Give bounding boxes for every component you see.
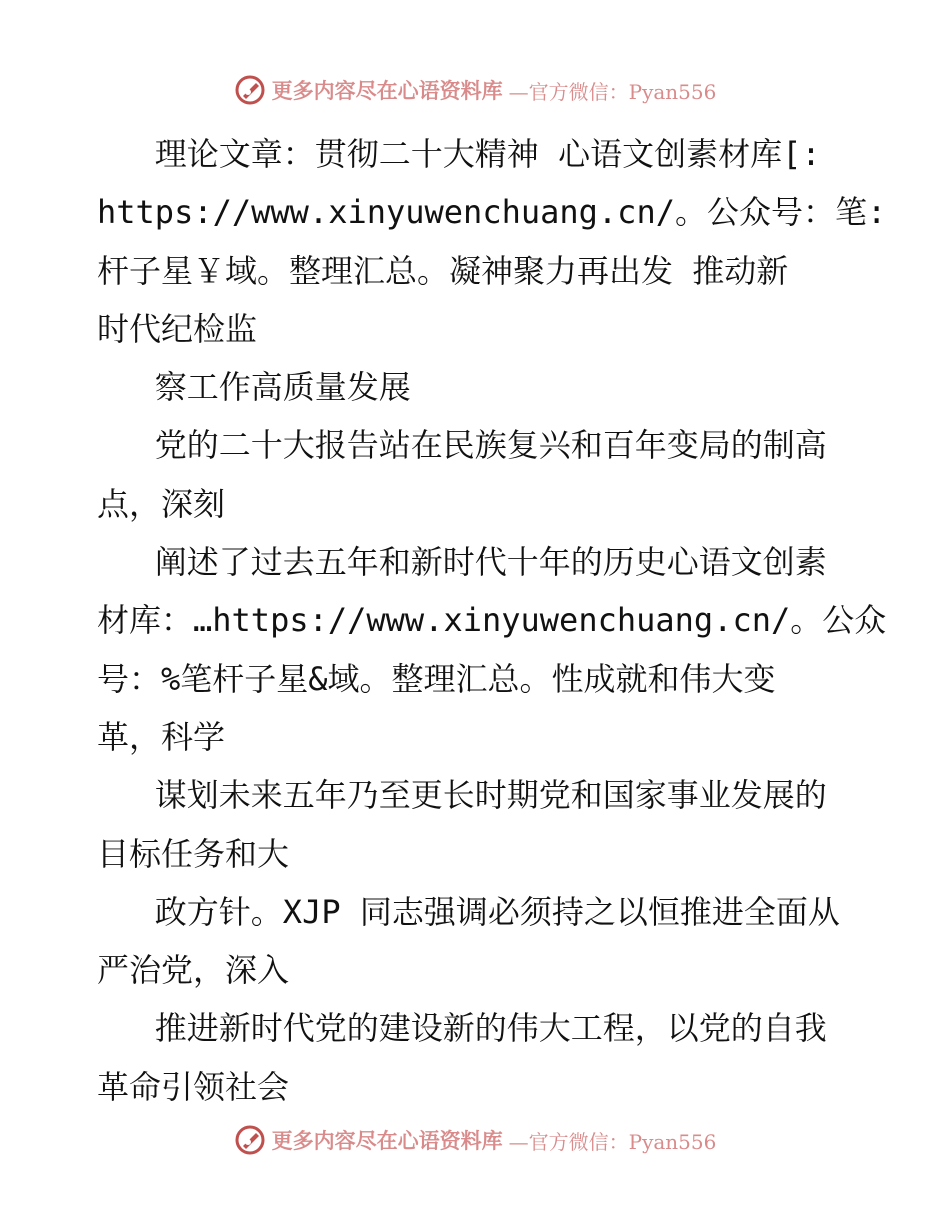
text-line: 杆子星￥域。整理汇总。凝神聚力再出发 推动新 [97,251,789,290]
logo-icon [234,1124,266,1156]
banner-site-text: 更多内容尽在心语资料库 [271,78,503,103]
banner-site-text: 更多内容尽在心语资料库 [271,1128,503,1153]
text-line: 推进新时代党的建设新的伟大工程，以党的自我 [97,1009,827,1048]
banner-wechat-text: —官方微信：Pyan556 [508,1129,717,1154]
text-line: 谋划未来五年乃至更长时期党和国家事业发展的 [97,776,827,815]
text-line: 察工作高质量发展 [97,368,411,407]
text-line: 革命引领社会 [97,1067,290,1106]
document-body [97,125,887,1116]
text-line: 目标任务和大 [97,834,290,873]
logo-icon [234,74,266,106]
text-line: 材库：…https://www.xinyuwenchuang.cn/。公众 [97,601,887,640]
banner-wechat-text: —官方微信：Pyan556 [508,79,717,104]
text-line: 严治党，深入 [97,951,290,990]
text-line: 时代纪检监 [97,309,258,348]
text-line: 理论文章：贯彻二十大精神 心语文创素材库[: [97,135,821,173]
text-line: 革，科学 [97,717,226,756]
text-line: 点，深刻 [97,484,226,523]
footer-banner [0,1122,950,1158]
text-line: 党的二十大报告站在民族复兴和百年变局的制高 [97,426,827,465]
header-banner [0,72,950,108]
text-line: https://www.xinyuwenchuang.cn/。公众号：笔: [97,193,887,232]
text-line: 号：%笔杆子星&域。整理汇总。性成就和伟大变 [97,659,776,698]
text-line: 阐述了过去五年和新时代十年的历史心语文创素 [97,543,827,582]
text-line: 政方针。XJP 同志强调必须持之以恒推进全面从 [97,892,840,931]
